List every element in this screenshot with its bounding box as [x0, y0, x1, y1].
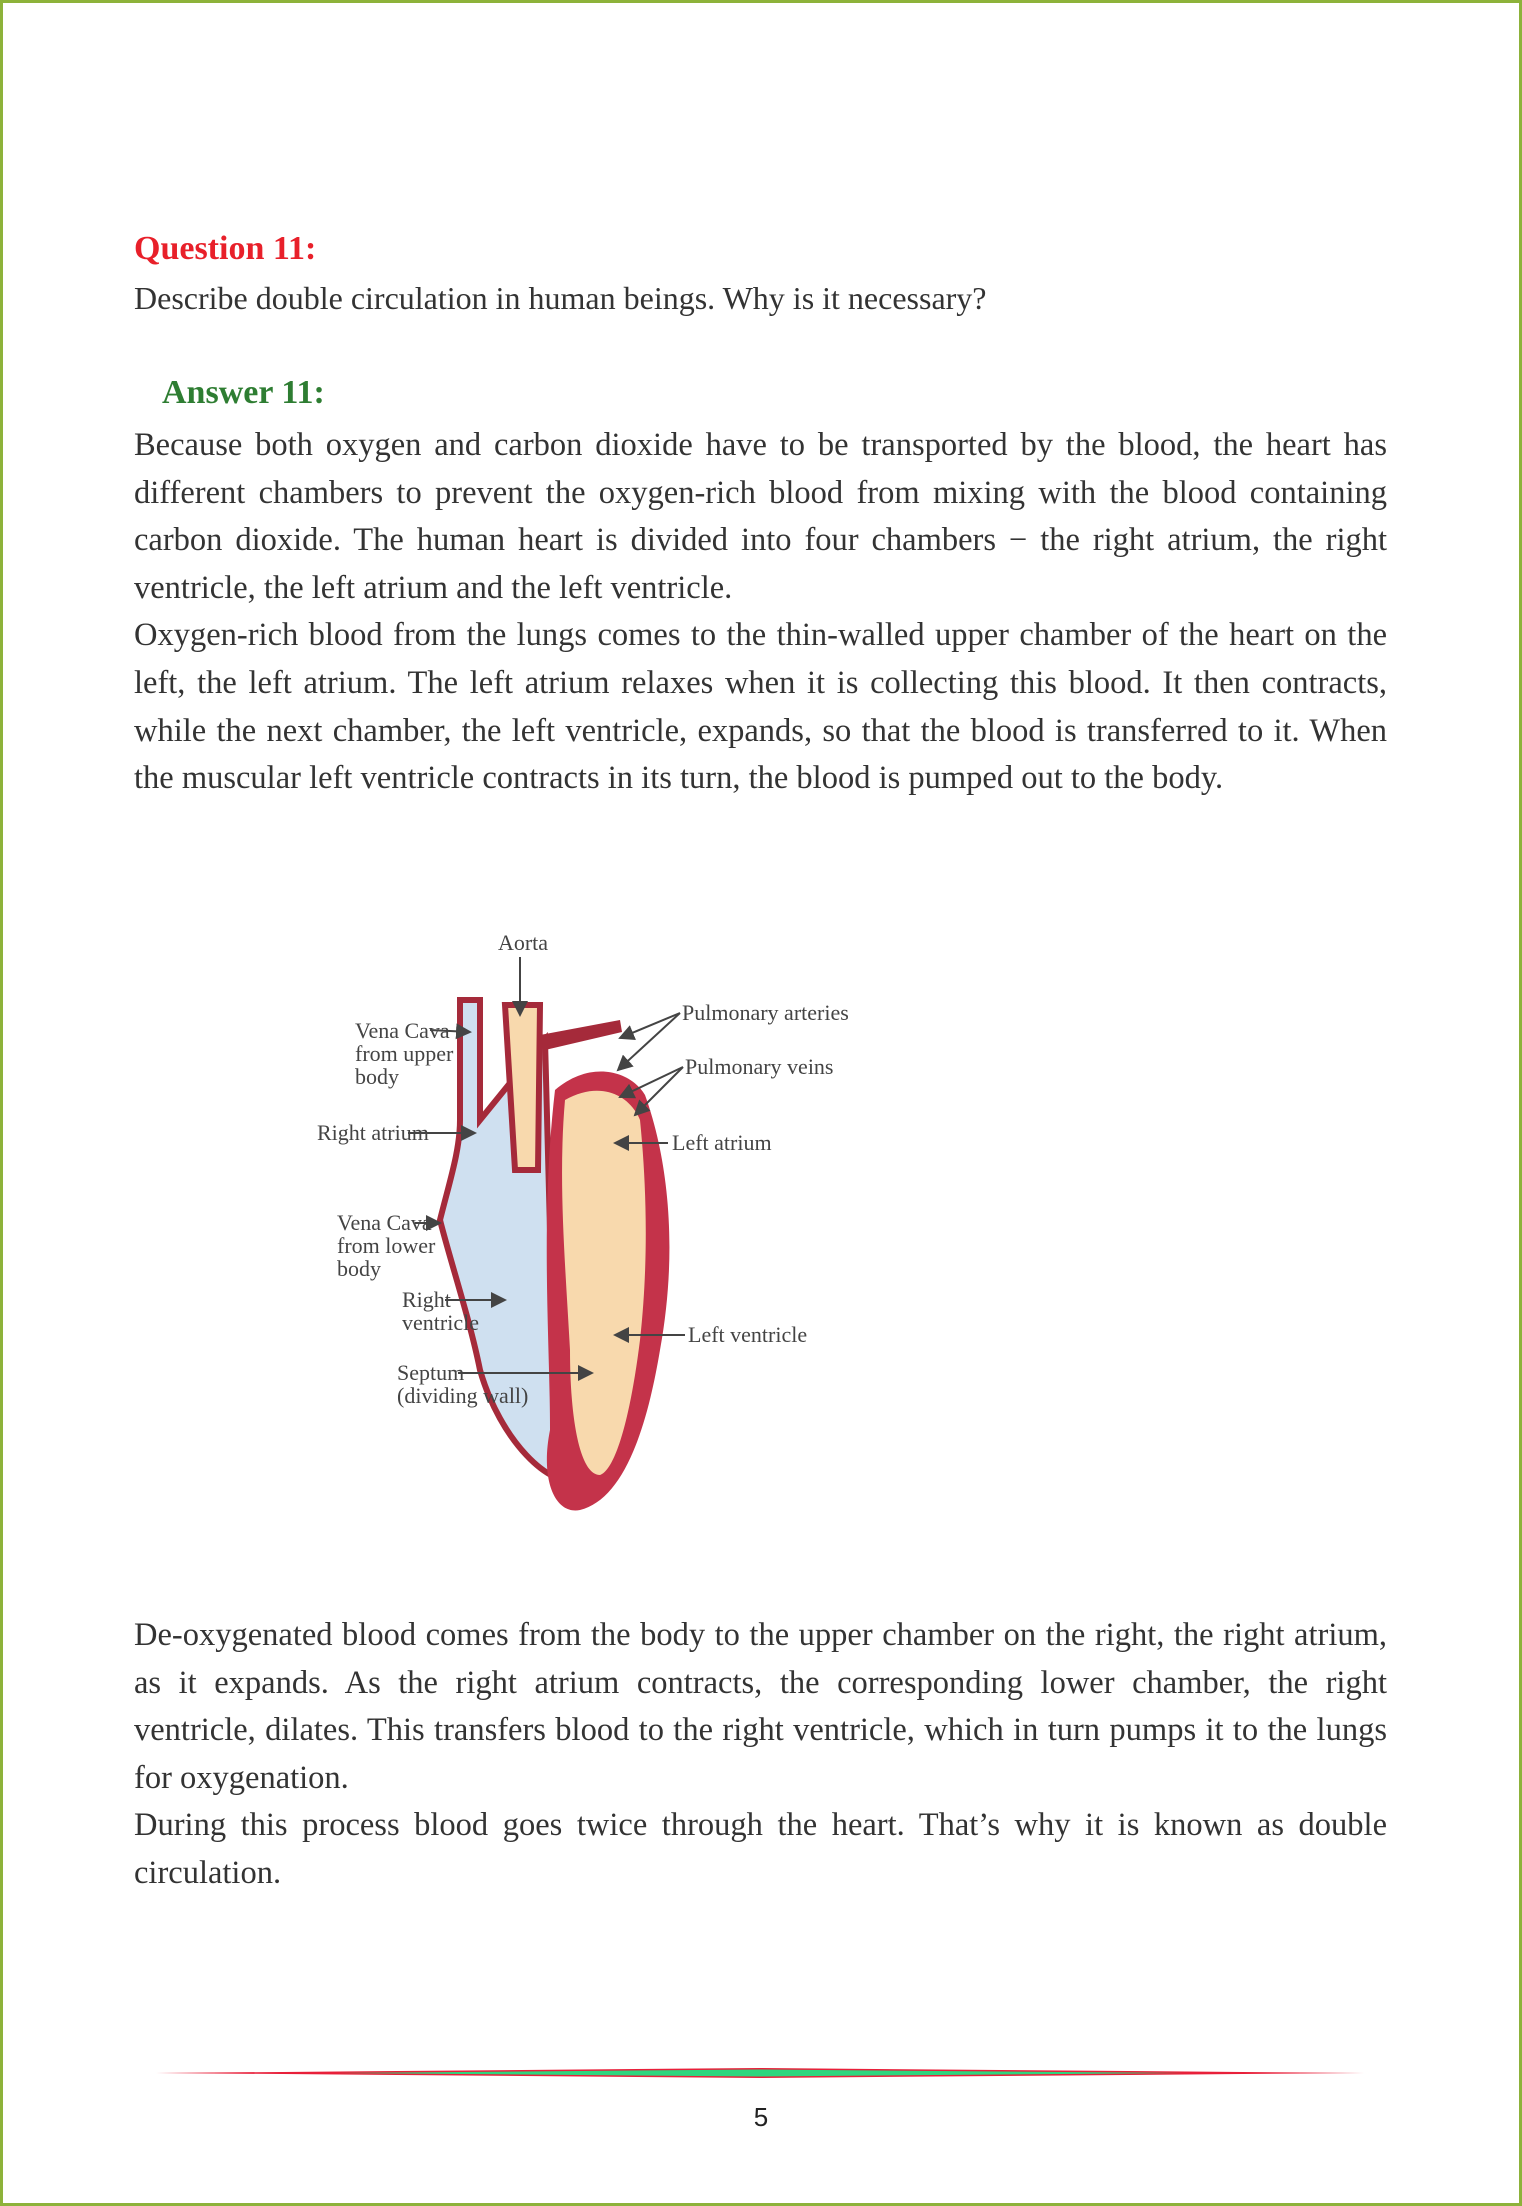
label-aorta: Aorta [497, 930, 549, 955]
label-vena-cava-upper: Vena Cava [355, 1018, 450, 1043]
label-pulmonary-veins: Pulmonary veins [685, 1054, 834, 1079]
label-right-atrium: Right atrium [317, 1120, 429, 1145]
label-vena-cava-lower: from lower [337, 1233, 436, 1258]
heart-illustration [300, 920, 1250, 1560]
heart-diagram [300, 920, 1250, 1560]
footer-divider [156, 2068, 1364, 2078]
answer-paragraph: De-oxygenated blood comes from the body to the upper chamber on the right, the right atrium, as it expands. As the right atrium contracts, the corresponding lower chamber, the right ventricle, dilates. This transfers blood to the right ventricle, which in turn pumps it to the lungs for oxygenation. [134, 1617, 1387, 1796]
question-text: Describe double circulation in human beings. Why is it necessary? [134, 280, 987, 316]
label-vena-cava-lower: Vena Cava [337, 1210, 432, 1235]
answer-title: Answer 11: [162, 374, 325, 411]
label-right-ventricle: ventricle [402, 1310, 479, 1335]
label-vena-cava-lower: body [337, 1256, 381, 1281]
label-septum: (dividing wall) [397, 1383, 529, 1408]
label-left-atrium: Left atrium [672, 1130, 772, 1155]
label-right-ventricle: Right [402, 1287, 451, 1312]
label-vena-cava-upper: from upper [355, 1041, 454, 1066]
answer-paragraph: During this process blood goes twice through the heart. That’s why it is known as double circulation. [134, 1807, 1387, 1891]
pulmonary-artery [540, 1020, 622, 1050]
label-left-ventricle: Left ventricle [688, 1322, 808, 1347]
answer-paragraph: Oxygen-rich blood from the lungs comes to the thin-walled upper chamber of the heart on the left, the left atrium. The left atrium relaxes when it is collecting this blood. It then contracts, while the next chamber, the left ventricle, expands, so that the blood is transferred to it. When the muscular left ventricle contracts in its turn, the blood is pumped out to the body. [134, 617, 1387, 797]
question-title: Question 11: [134, 230, 317, 267]
page-number: 5 [753, 2102, 769, 2132]
answer-paragraph: Because both oxygen and carbon dioxide have to be transported by the blood, the heart has different chambers to prevent the oxygen-rich blood from mixing with the blood containing carbon dioxide. The human heart is divided into four chambers − the right atrium, the right ventricle, the left atrium and the left ventricle. [134, 427, 1387, 606]
label-pulmonary-arteries: Pulmonary arteries [682, 1000, 849, 1025]
answer-body-bottom [134, 1612, 1387, 1898]
label-vena-cava-upper: body [355, 1064, 399, 1089]
answer-body-top [134, 422, 1387, 803]
label-septum: Septum [397, 1360, 465, 1385]
